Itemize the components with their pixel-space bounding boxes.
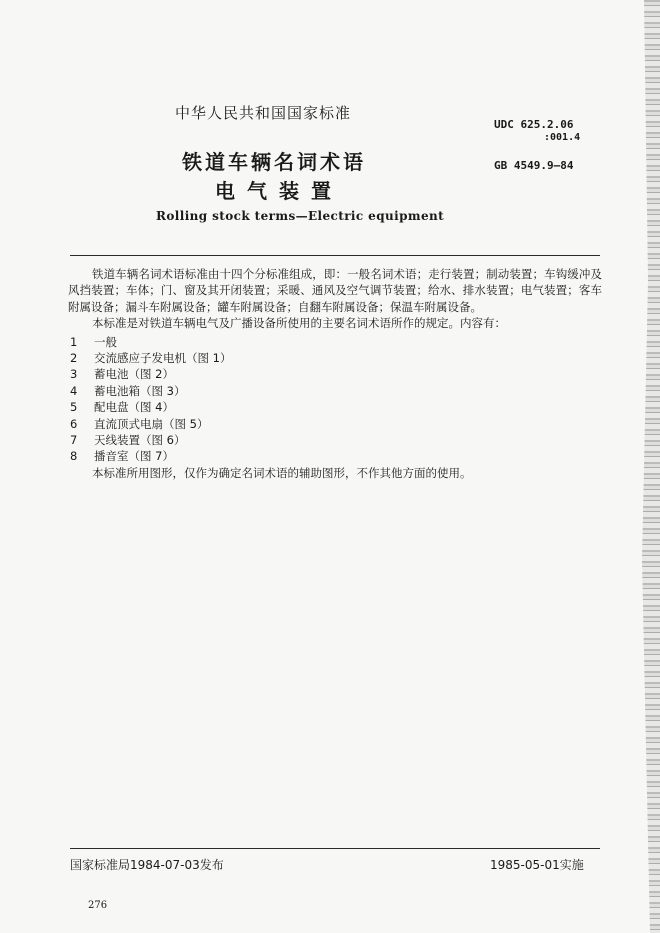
list-item: [68, 432, 602, 448]
list-item: [68, 399, 602, 415]
list-item-text: 配电盘（图 4）: [94, 400, 174, 415]
list-item-number: 8: [70, 449, 78, 464]
header-divider: [70, 255, 600, 256]
issue-date: 国家标准局1984-07-03发布: [70, 858, 224, 872]
list-item-text: 一般: [94, 334, 117, 349]
effective-date: 1985-05-01实施: [490, 858, 584, 872]
udc-code: UDC 625.2.06: [494, 118, 574, 131]
list-item: [68, 350, 602, 366]
gb-number: GB 4549.9—84: [494, 159, 574, 172]
note-paragraph: 本标准所用图形，仅作为确定名词术语的辅助图形，不作其他方面的使用。: [92, 465, 472, 480]
contents-list: [68, 334, 602, 465]
list-item-number: 2: [70, 351, 78, 366]
page-number: 276: [88, 900, 108, 911]
list-item-number: 7: [70, 432, 78, 447]
standard-name: 中华人民共和国国家标准: [175, 104, 352, 122]
list-item-text: 天线装置（图 6）: [94, 432, 186, 447]
list-item-number: 3: [70, 367, 78, 382]
document-subtitle: 电气装置: [215, 179, 343, 203]
list-item-text: 交流感应子发电机（图 1）: [94, 351, 232, 366]
list-item: [68, 416, 602, 432]
list-item-text: 蓄电池箱（图 3）: [94, 383, 186, 398]
list-item: [68, 334, 602, 350]
list-item-text: 蓄电池（图 2）: [94, 367, 174, 382]
footer-divider: [70, 848, 600, 849]
list-item: [68, 366, 602, 382]
list-item-number: 5: [70, 400, 78, 415]
body-text: [68, 266, 602, 481]
list-item: [68, 448, 602, 464]
list-item-text: 直流顶式电扇（图 5）: [94, 416, 209, 431]
document-title: 铁道车辆名词术语: [182, 150, 366, 174]
intro-paragraph: 铁道车辆名词术语标准由十四个分标准组成，即：一般名词术语；走行装置；制动装置；车钩缓冲及风挡装置；车体；门、窗及其开闭装置；采暖、通风及空气调节装置；给水、排水装置；电气装置；客车附属设备；漏斗车附属设备；罐车附属设备；自翻车附属设备；保温车附属设备。: [68, 267, 602, 314]
scan-edge-shadow: [620, 0, 660, 933]
udc-code-suffix: :001.4: [544, 132, 581, 143]
list-item-text: 播音室（图 7）: [94, 449, 174, 464]
scope-paragraph: 本标准是对铁道车辆电气及广播设备所使用的主要名词术语所作的规定。内容有：: [92, 316, 506, 331]
list-item-number: 1: [70, 334, 78, 349]
list-item-number: 4: [70, 383, 78, 398]
english-title: Rolling stock terms—Electric equipment: [156, 209, 445, 223]
list-item: [68, 383, 602, 399]
list-item-number: 6: [70, 416, 78, 431]
